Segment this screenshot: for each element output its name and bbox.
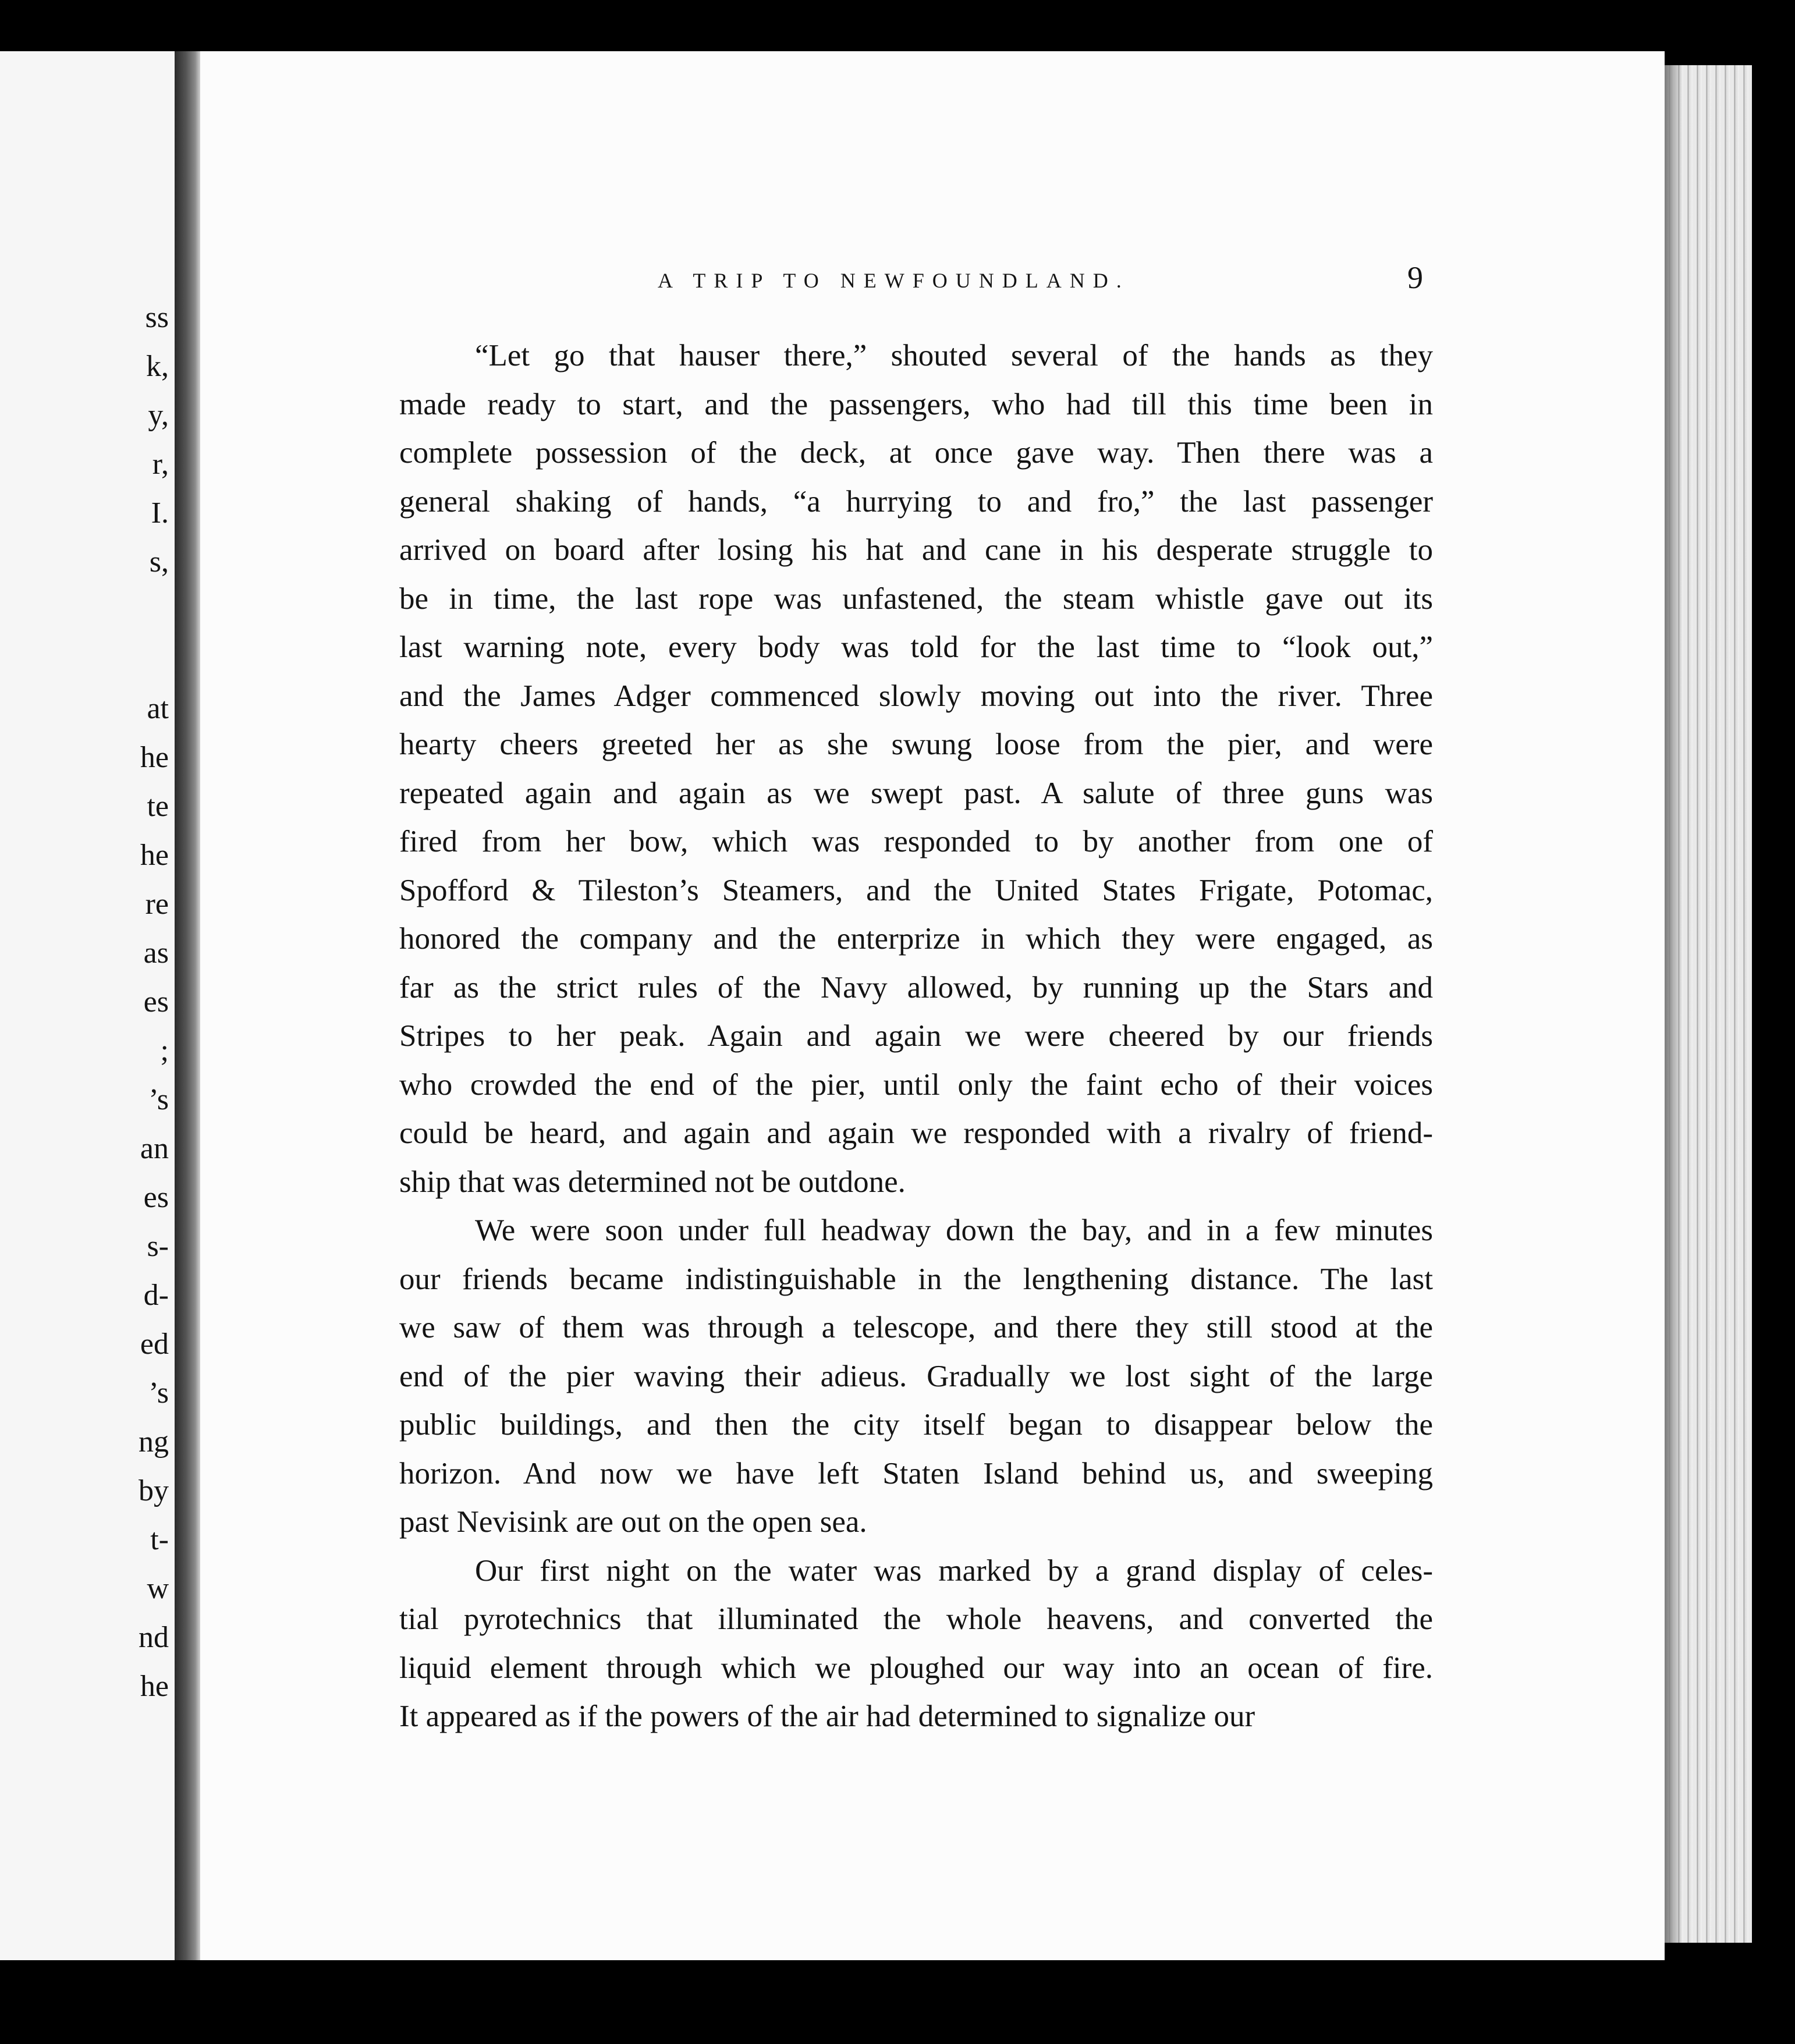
left-page-text-fragment: he — [140, 839, 169, 872]
text-line: public buildings, and then the city itself began to disappear below the — [399, 1408, 1433, 1442]
text-line: last warning note, every body was told for the last time to “look out,” — [399, 630, 1433, 664]
left-page-text-fragment: ’s — [148, 1376, 169, 1410]
left-page-text-fragment: as — [143, 936, 169, 970]
left-page-text-fragment: by — [139, 1474, 169, 1507]
text-line: be in time, the last rope was unfastened, the steam whistle gave out its — [399, 581, 1433, 616]
paragraph — [399, 1547, 1433, 1741]
text-line: past Nevisink are out on the open sea. — [399, 1505, 867, 1539]
left-page-text-fragment: k, — [146, 350, 169, 383]
left-page-text-fragment: ss — [145, 301, 169, 334]
left-page-text-fragment: I. — [151, 496, 169, 530]
text-line: and the James Adger commenced slowly moving out into the river. Three — [399, 679, 1433, 713]
left-page-text-fragment: ; — [160, 1034, 169, 1067]
left-page-text-fragment: an — [140, 1132, 169, 1165]
text-line: complete possession of the deck, at once gave way. Then there was a — [399, 436, 1433, 470]
left-page-text-fragment: y, — [148, 399, 169, 432]
text-line: could be heard, and again and again we responded with a rivalry of friend- — [399, 1116, 1433, 1150]
text-line: liquid element through which we ploughed our way into an ocean of fire. — [399, 1651, 1433, 1685]
left-page-text-fragment: he — [140, 1670, 169, 1703]
left-page-text-fragment: te — [147, 790, 169, 823]
text-line: “Let go that hauser there,” shouted several of the hands as they — [475, 339, 1433, 372]
text-line: general shaking of hands, “a hurrying to and fro,” the last passenger — [399, 484, 1433, 519]
paragraph — [399, 332, 1433, 1206]
text-line: fired from her bow, which was responded to by another from one of — [399, 825, 1433, 858]
left-page-text-fragment: s, — [149, 545, 169, 579]
body-text — [399, 332, 1433, 1741]
text-line: hearty cheers greeted her as she swung loose from the pier, and were — [399, 728, 1433, 761]
text-line: honored the company and the enterprize in which they were engaged, as — [399, 922, 1433, 956]
text-line: end of the pier waving their adieus. Gradually we lost sight of the large — [399, 1359, 1433, 1393]
paragraph — [399, 1206, 1433, 1547]
left-page-text-fragment: w — [147, 1572, 169, 1605]
text-line: It appeared as if the powers of the air had determined to signalize our — [399, 1699, 1255, 1733]
text-line: Our first night on the water was marked by a grand display of celes- — [475, 1553, 1433, 1588]
left-page-text-fragment: re — [145, 888, 169, 921]
left-page-text-fragment: ed — [140, 1328, 169, 1361]
left-page-text-fragment: at — [147, 692, 169, 725]
text-line: made ready to start, and the passengers, who had till this time been in — [399, 387, 1433, 421]
left-page-text-fragment: d- — [143, 1279, 169, 1312]
text-line: who crowded the end of the pier, until only the faint echo of their voices — [399, 1067, 1433, 1102]
text-line: we saw of them was through a telescope, and there they still stood at the — [399, 1311, 1433, 1344]
text-line: arrived on board after losing his hat and cane in his desperate struggle to — [399, 533, 1433, 567]
facing-page-left — [0, 51, 175, 1960]
text-line: repeated again and again as we swept past. A salute of three guns was — [399, 776, 1433, 810]
text-line: tial pyrotechnics that illuminated the whole heavens, and converted the — [399, 1602, 1433, 1636]
text-line: Spofford & Tileston’s Steamers, and the United States Frigate, Potomac, — [399, 873, 1433, 907]
left-page-text-fragment: ng — [139, 1425, 169, 1459]
left-page-text-fragment: es — [143, 985, 169, 1019]
text-line: horizon. And now we have left Staten Island behind us, and sweeping — [399, 1456, 1433, 1491]
left-page-text-fragment: he — [140, 741, 169, 774]
text-line: Stripes to her peak. Again and again we were cheered by our friends — [399, 1019, 1433, 1053]
book-gutter — [175, 51, 200, 1960]
left-page-text-fragment: nd — [139, 1621, 169, 1654]
text-line: far as the strict rules of the Navy allowed, by running up the Stars and — [399, 970, 1433, 1005]
text-line: our friends became indistinguishable in the lengthening distance. The last — [399, 1262, 1433, 1296]
text-line: ship that was determined not be outdone. — [399, 1165, 906, 1199]
text-line: We were soon under full headway down the bay, and in a few minutes — [475, 1213, 1433, 1247]
left-page-text-fragment: r, — [152, 448, 169, 481]
left-page-text-fragment: ’s — [148, 1083, 169, 1116]
running-head: A TRIP TO NEWFOUNDLAND. — [658, 269, 1130, 292]
page-number: 9 — [1407, 260, 1423, 295]
left-page-text-fragment: es — [143, 1181, 169, 1214]
left-page-text-fragment: s- — [147, 1230, 169, 1263]
left-page-text-fragment: t- — [150, 1523, 169, 1556]
fore-edge-shadow — [1665, 65, 1682, 1943]
